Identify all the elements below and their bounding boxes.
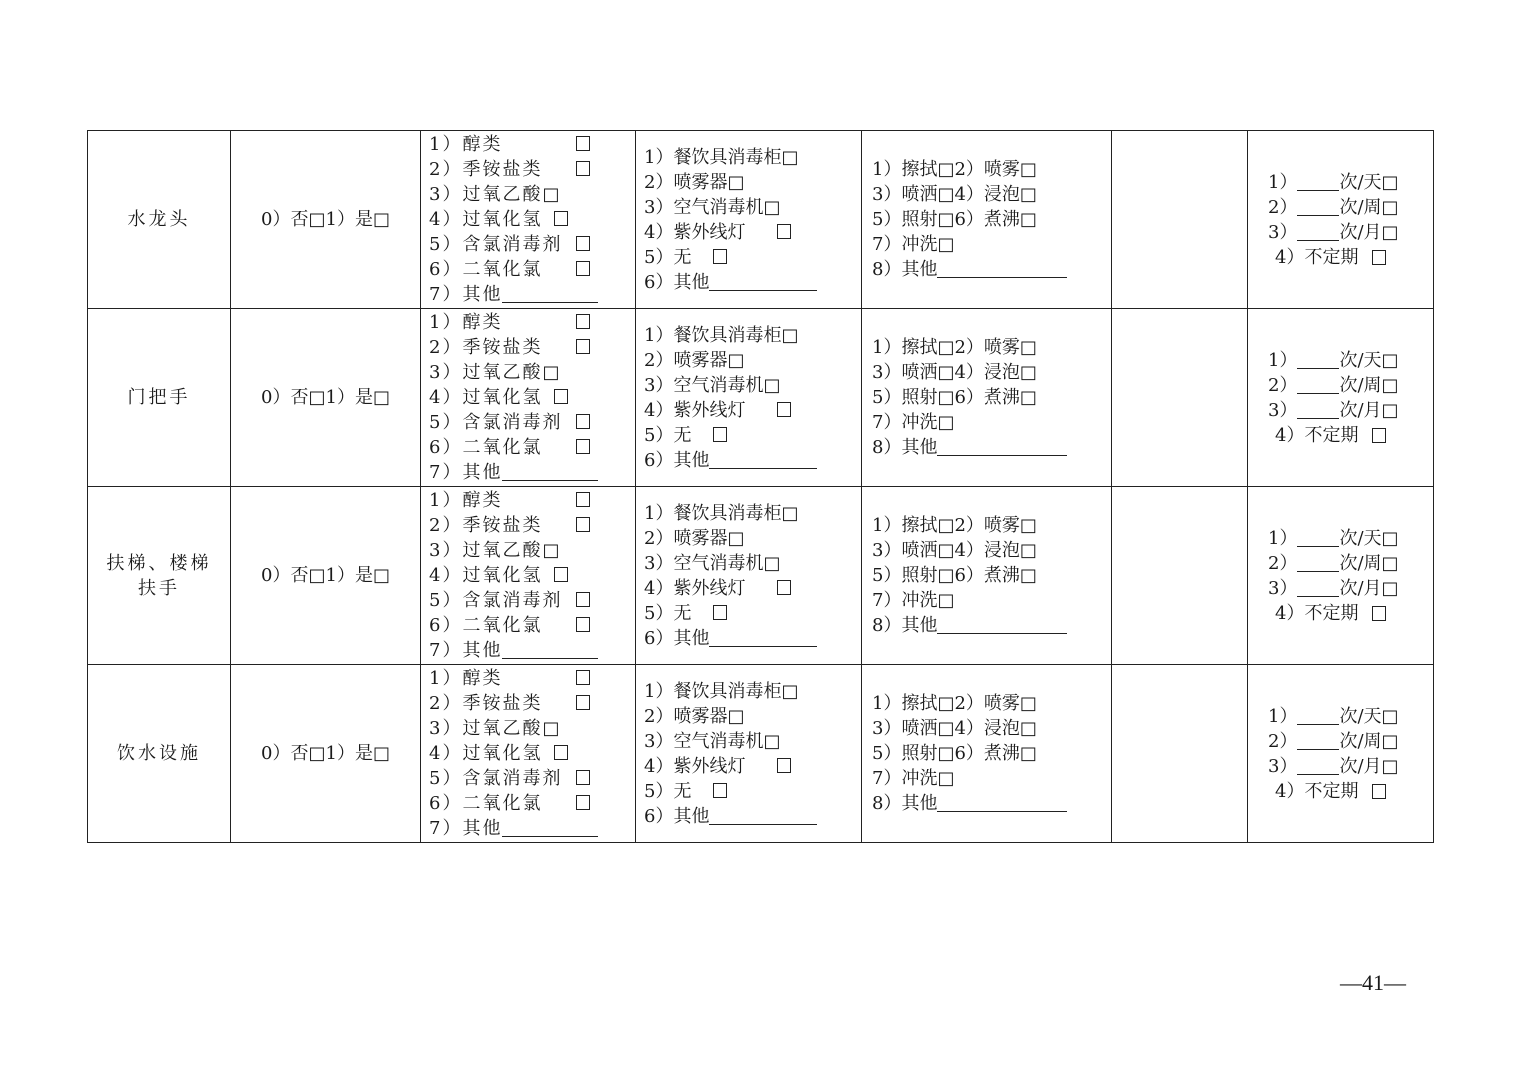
disinfectant-option: 2）季铵盐类 xyxy=(429,159,543,180)
fill-blank[interactable] xyxy=(709,628,817,647)
disinfectant-option: 1）醇类 xyxy=(429,668,503,689)
disinfectant-option: 6）二氧化氯 xyxy=(429,437,543,458)
disinfectant-option: 5）含氯消毒剂 xyxy=(429,234,563,255)
frequency-cell xyxy=(1248,309,1434,487)
method-cell xyxy=(862,487,1112,665)
equipment-option: 4）紫外线灯 xyxy=(644,221,746,243)
equipment-option: 2）喷雾器□ xyxy=(644,171,745,193)
fill-blank[interactable] xyxy=(1297,375,1339,394)
fill-blank[interactable] xyxy=(937,437,1067,456)
method-option: 5）照射□6）煮沸□ xyxy=(872,209,1037,230)
disinfectant-option: 4）过氧化氢 xyxy=(429,565,543,586)
method-option: 3）喷洒□4）浸泡□ xyxy=(872,362,1037,383)
disinfectant-option: 5）含氯消毒剂 xyxy=(429,590,563,611)
fill-blank[interactable] xyxy=(937,793,1067,812)
yes-no-options: 0）否□1）是□ xyxy=(261,387,390,408)
equipment-option: 5）无 xyxy=(644,424,692,446)
checkbox[interactable] xyxy=(1372,606,1386,621)
disinfectant-option: 3）过氧乙酸□ xyxy=(429,540,562,561)
item-label: 饮水设施 xyxy=(117,743,201,764)
disinfectant-option: 1）醇类 xyxy=(429,490,503,511)
checkbox[interactable] xyxy=(777,224,791,239)
frequency-label: 2） xyxy=(1268,196,1298,218)
method-cell xyxy=(862,665,1112,843)
checkbox[interactable] xyxy=(576,770,590,785)
checkbox[interactable] xyxy=(576,339,590,354)
fill-blank[interactable] xyxy=(502,640,598,659)
checkbox[interactable] xyxy=(576,236,590,251)
checkbox[interactable] xyxy=(1372,250,1386,265)
disinfectant-option: 1）醇类 xyxy=(429,134,503,155)
empty-cell[interactable] xyxy=(1112,487,1248,665)
checkbox[interactable] xyxy=(576,414,590,429)
disinfectant-option: 4）过氧化氢 xyxy=(429,209,543,230)
frequency-unit: 次/周□ xyxy=(1339,552,1399,574)
table-row xyxy=(88,309,1434,487)
method-option: 7）冲洗□ xyxy=(872,234,955,255)
disinfectant-option: 7）其他 xyxy=(429,640,503,661)
frequency-cell xyxy=(1248,487,1434,665)
checkbox[interactable] xyxy=(576,795,590,810)
checkbox[interactable] xyxy=(713,605,727,620)
yes-no-cell xyxy=(231,487,421,665)
checkbox[interactable] xyxy=(576,492,590,507)
equipment-option: 5）无 xyxy=(644,780,692,802)
disinfectant-option: 3）过氧乙酸□ xyxy=(429,184,562,205)
fill-blank[interactable] xyxy=(502,462,598,481)
fill-blank[interactable] xyxy=(937,259,1067,278)
frequency-label: 1） xyxy=(1268,705,1298,727)
method-option: 8）其他 xyxy=(872,615,938,636)
equipment-cell xyxy=(636,487,862,665)
table-row xyxy=(88,131,1434,309)
fill-blank[interactable] xyxy=(937,615,1067,634)
empty-cell[interactable] xyxy=(1112,131,1248,309)
checkbox[interactable] xyxy=(777,758,791,773)
frequency-cell xyxy=(1248,665,1434,843)
disinfectant-option: 5）含氯消毒剂 xyxy=(429,768,563,789)
method-option: 5）照射□6）煮沸□ xyxy=(872,743,1037,764)
item-label: 门把手 xyxy=(127,387,191,408)
equipment-option: 3）空气消毒机□ xyxy=(644,730,781,752)
method-option: 5）照射□6）煮沸□ xyxy=(872,387,1037,408)
fill-blank[interactable] xyxy=(1297,706,1339,725)
checkbox[interactable] xyxy=(1372,784,1386,799)
equipment-option: 6）其他 xyxy=(644,805,710,827)
disinfectant-cell xyxy=(421,309,636,487)
disinfectant-option: 2）季铵盐类 xyxy=(429,693,543,714)
method-option: 7）冲洗□ xyxy=(872,768,955,789)
yes-no-cell xyxy=(231,131,421,309)
disinfectant-option: 4）过氧化氢 xyxy=(429,387,543,408)
checkbox[interactable] xyxy=(576,161,590,176)
method-option: 1）擦拭□2）喷雾□ xyxy=(872,337,1037,358)
yes-no-options: 0）否□1）是□ xyxy=(261,565,390,586)
equipment-option: 1）餐饮具消毒柜□ xyxy=(644,324,799,346)
checkbox[interactable] xyxy=(576,439,590,454)
item-cell xyxy=(88,487,231,665)
disinfectant-option: 6）二氧化氯 xyxy=(429,259,543,280)
equipment-option: 2）喷雾器□ xyxy=(644,705,745,727)
frequency-unit: 次/天□ xyxy=(1339,527,1399,549)
frequency-label: 3） xyxy=(1268,755,1298,777)
checkbox[interactable] xyxy=(576,136,590,151)
fill-blank[interactable] xyxy=(1297,578,1339,597)
equipment-option: 4）紫外线灯 xyxy=(644,755,746,777)
frequency-label: 4）不定期 xyxy=(1275,780,1359,802)
frequency-unit: 次/月□ xyxy=(1339,755,1399,777)
equipment-option: 6）其他 xyxy=(644,627,710,649)
frequency-label: 1） xyxy=(1268,349,1298,371)
equipment-option: 3）空气消毒机□ xyxy=(644,196,781,218)
equipment-cell xyxy=(636,665,862,843)
equipment-option: 1）餐饮具消毒柜□ xyxy=(644,146,799,168)
method-option: 1）擦拭□2）喷雾□ xyxy=(872,693,1037,714)
fill-blank[interactable] xyxy=(502,284,598,303)
frequency-label: 2） xyxy=(1268,730,1298,752)
method-option: 7）冲洗□ xyxy=(872,590,955,611)
frequency-label: 2） xyxy=(1268,552,1298,574)
disinfectant-option: 7）其他 xyxy=(429,284,503,305)
method-option: 5）照射□6）煮沸□ xyxy=(872,565,1037,586)
frequency-label: 1） xyxy=(1268,171,1298,193)
checkbox[interactable] xyxy=(576,517,590,532)
frequency-label: 2） xyxy=(1268,374,1298,396)
frequency-label: 3） xyxy=(1268,577,1298,599)
disinfectant-option: 3）过氧乙酸□ xyxy=(429,718,562,739)
fill-blank[interactable] xyxy=(1297,756,1339,775)
frequency-unit: 次/天□ xyxy=(1339,349,1399,371)
checkbox[interactable] xyxy=(576,261,590,276)
frequency-label: 4）不定期 xyxy=(1275,602,1359,624)
checkbox[interactable] xyxy=(713,783,727,798)
frequency-unit: 次/周□ xyxy=(1339,374,1399,396)
checkbox[interactable] xyxy=(554,389,568,404)
equipment-option: 1）餐饮具消毒柜□ xyxy=(644,680,799,702)
frequency-unit: 次/天□ xyxy=(1339,705,1399,727)
frequency-unit: 次/月□ xyxy=(1339,399,1399,421)
equipment-cell xyxy=(636,309,862,487)
disinfectant-option: 6）二氧化氯 xyxy=(429,793,543,814)
checkbox[interactable] xyxy=(576,592,590,607)
method-cell xyxy=(862,131,1112,309)
fill-blank[interactable] xyxy=(1297,731,1339,750)
method-option: 3）喷洒□4）浸泡□ xyxy=(872,718,1037,739)
fill-blank[interactable] xyxy=(1297,400,1339,419)
frequency-unit: 次/月□ xyxy=(1339,221,1399,243)
method-option: 3）喷洒□4）浸泡□ xyxy=(872,184,1037,205)
disinfectant-option: 1）醇类 xyxy=(429,312,503,333)
empty-cell[interactable] xyxy=(1112,309,1248,487)
table-row xyxy=(88,487,1434,665)
fill-blank[interactable] xyxy=(1297,222,1339,241)
disinfectant-option: 5）含氯消毒剂 xyxy=(429,412,563,433)
equipment-option: 5）无 xyxy=(644,602,692,624)
method-option: 1）擦拭□2）喷雾□ xyxy=(872,515,1037,536)
equipment-option: 2）喷雾器□ xyxy=(644,527,745,549)
checkbox[interactable] xyxy=(554,745,568,760)
fill-blank[interactable] xyxy=(1297,197,1339,216)
fill-blank[interactable] xyxy=(709,806,817,825)
disinfectant-option: 2）季铵盐类 xyxy=(429,515,543,536)
frequency-cell xyxy=(1248,131,1434,309)
method-cell xyxy=(862,309,1112,487)
method-option: 3）喷洒□4）浸泡□ xyxy=(872,540,1037,561)
equipment-option: 6）其他 xyxy=(644,271,710,293)
item-cell xyxy=(88,665,231,843)
yes-no-cell xyxy=(231,665,421,843)
method-option: 8）其他 xyxy=(872,793,938,814)
checkbox[interactable] xyxy=(576,695,590,710)
fill-blank[interactable] xyxy=(1297,528,1339,547)
disinfectant-option: 7）其他 xyxy=(429,462,503,483)
disinfection-survey-table xyxy=(87,130,1434,843)
equipment-option: 3）空气消毒机□ xyxy=(644,552,781,574)
yes-no-cell xyxy=(231,309,421,487)
frequency-unit: 次/周□ xyxy=(1339,196,1399,218)
frequency-label: 4）不定期 xyxy=(1275,246,1359,268)
frequency-label: 3） xyxy=(1268,221,1298,243)
checkbox[interactable] xyxy=(576,314,590,329)
checkbox[interactable] xyxy=(777,402,791,417)
equipment-cell xyxy=(636,131,862,309)
checkbox[interactable] xyxy=(576,617,590,632)
frequency-unit: 次/周□ xyxy=(1339,730,1399,752)
fill-blank[interactable] xyxy=(1297,350,1339,369)
disinfectant-option: 2）季铵盐类 xyxy=(429,337,543,358)
page-number: —41— xyxy=(1340,970,1406,995)
equipment-option: 1）餐饮具消毒柜□ xyxy=(644,502,799,524)
method-option: 8）其他 xyxy=(872,437,938,458)
method-option: 7）冲洗□ xyxy=(872,412,955,433)
method-option: 8）其他 xyxy=(872,259,938,280)
equipment-option: 4）紫外线灯 xyxy=(644,577,746,599)
empty-cell[interactable] xyxy=(1112,665,1248,843)
checkbox[interactable] xyxy=(713,249,727,264)
checkbox[interactable] xyxy=(713,427,727,442)
equipment-option: 5）无 xyxy=(644,246,692,268)
frequency-unit: 次/天□ xyxy=(1339,171,1399,193)
checkbox[interactable] xyxy=(576,670,590,685)
fill-blank[interactable] xyxy=(709,450,817,469)
table-row xyxy=(88,665,1434,843)
fill-blank[interactable] xyxy=(1297,553,1339,572)
equipment-option: 3）空气消毒机□ xyxy=(644,374,781,396)
disinfectant-cell xyxy=(421,487,636,665)
equipment-option: 6）其他 xyxy=(644,449,710,471)
disinfectant-option: 7）其他 xyxy=(429,818,503,839)
fill-blank[interactable] xyxy=(502,818,598,837)
frequency-label: 1） xyxy=(1268,527,1298,549)
item-label: 水龙头 xyxy=(127,209,191,230)
checkbox[interactable] xyxy=(554,567,568,582)
method-option: 1）擦拭□2）喷雾□ xyxy=(872,159,1037,180)
disinfectant-cell xyxy=(421,131,636,309)
fill-blank[interactable] xyxy=(709,272,817,291)
item-label: 扶梯、楼梯扶手 xyxy=(106,552,212,599)
yes-no-options: 0）否□1）是□ xyxy=(261,209,390,230)
checkbox[interactable] xyxy=(554,211,568,226)
frequency-label: 3） xyxy=(1268,399,1298,421)
equipment-option: 4）紫外线灯 xyxy=(644,399,746,421)
item-cell xyxy=(88,309,231,487)
equipment-option: 2）喷雾器□ xyxy=(644,349,745,371)
frequency-unit: 次/月□ xyxy=(1339,577,1399,599)
item-cell xyxy=(88,131,231,309)
frequency-label: 4）不定期 xyxy=(1275,424,1359,446)
disinfectant-option: 3）过氧乙酸□ xyxy=(429,362,562,383)
fill-blank[interactable] xyxy=(1297,172,1339,191)
checkbox[interactable] xyxy=(777,580,791,595)
disinfectant-cell xyxy=(421,665,636,843)
yes-no-options: 0）否□1）是□ xyxy=(261,743,390,764)
disinfectant-option: 6）二氧化氯 xyxy=(429,615,543,636)
disinfectant-option: 4）过氧化氢 xyxy=(429,743,543,764)
checkbox[interactable] xyxy=(1372,428,1386,443)
